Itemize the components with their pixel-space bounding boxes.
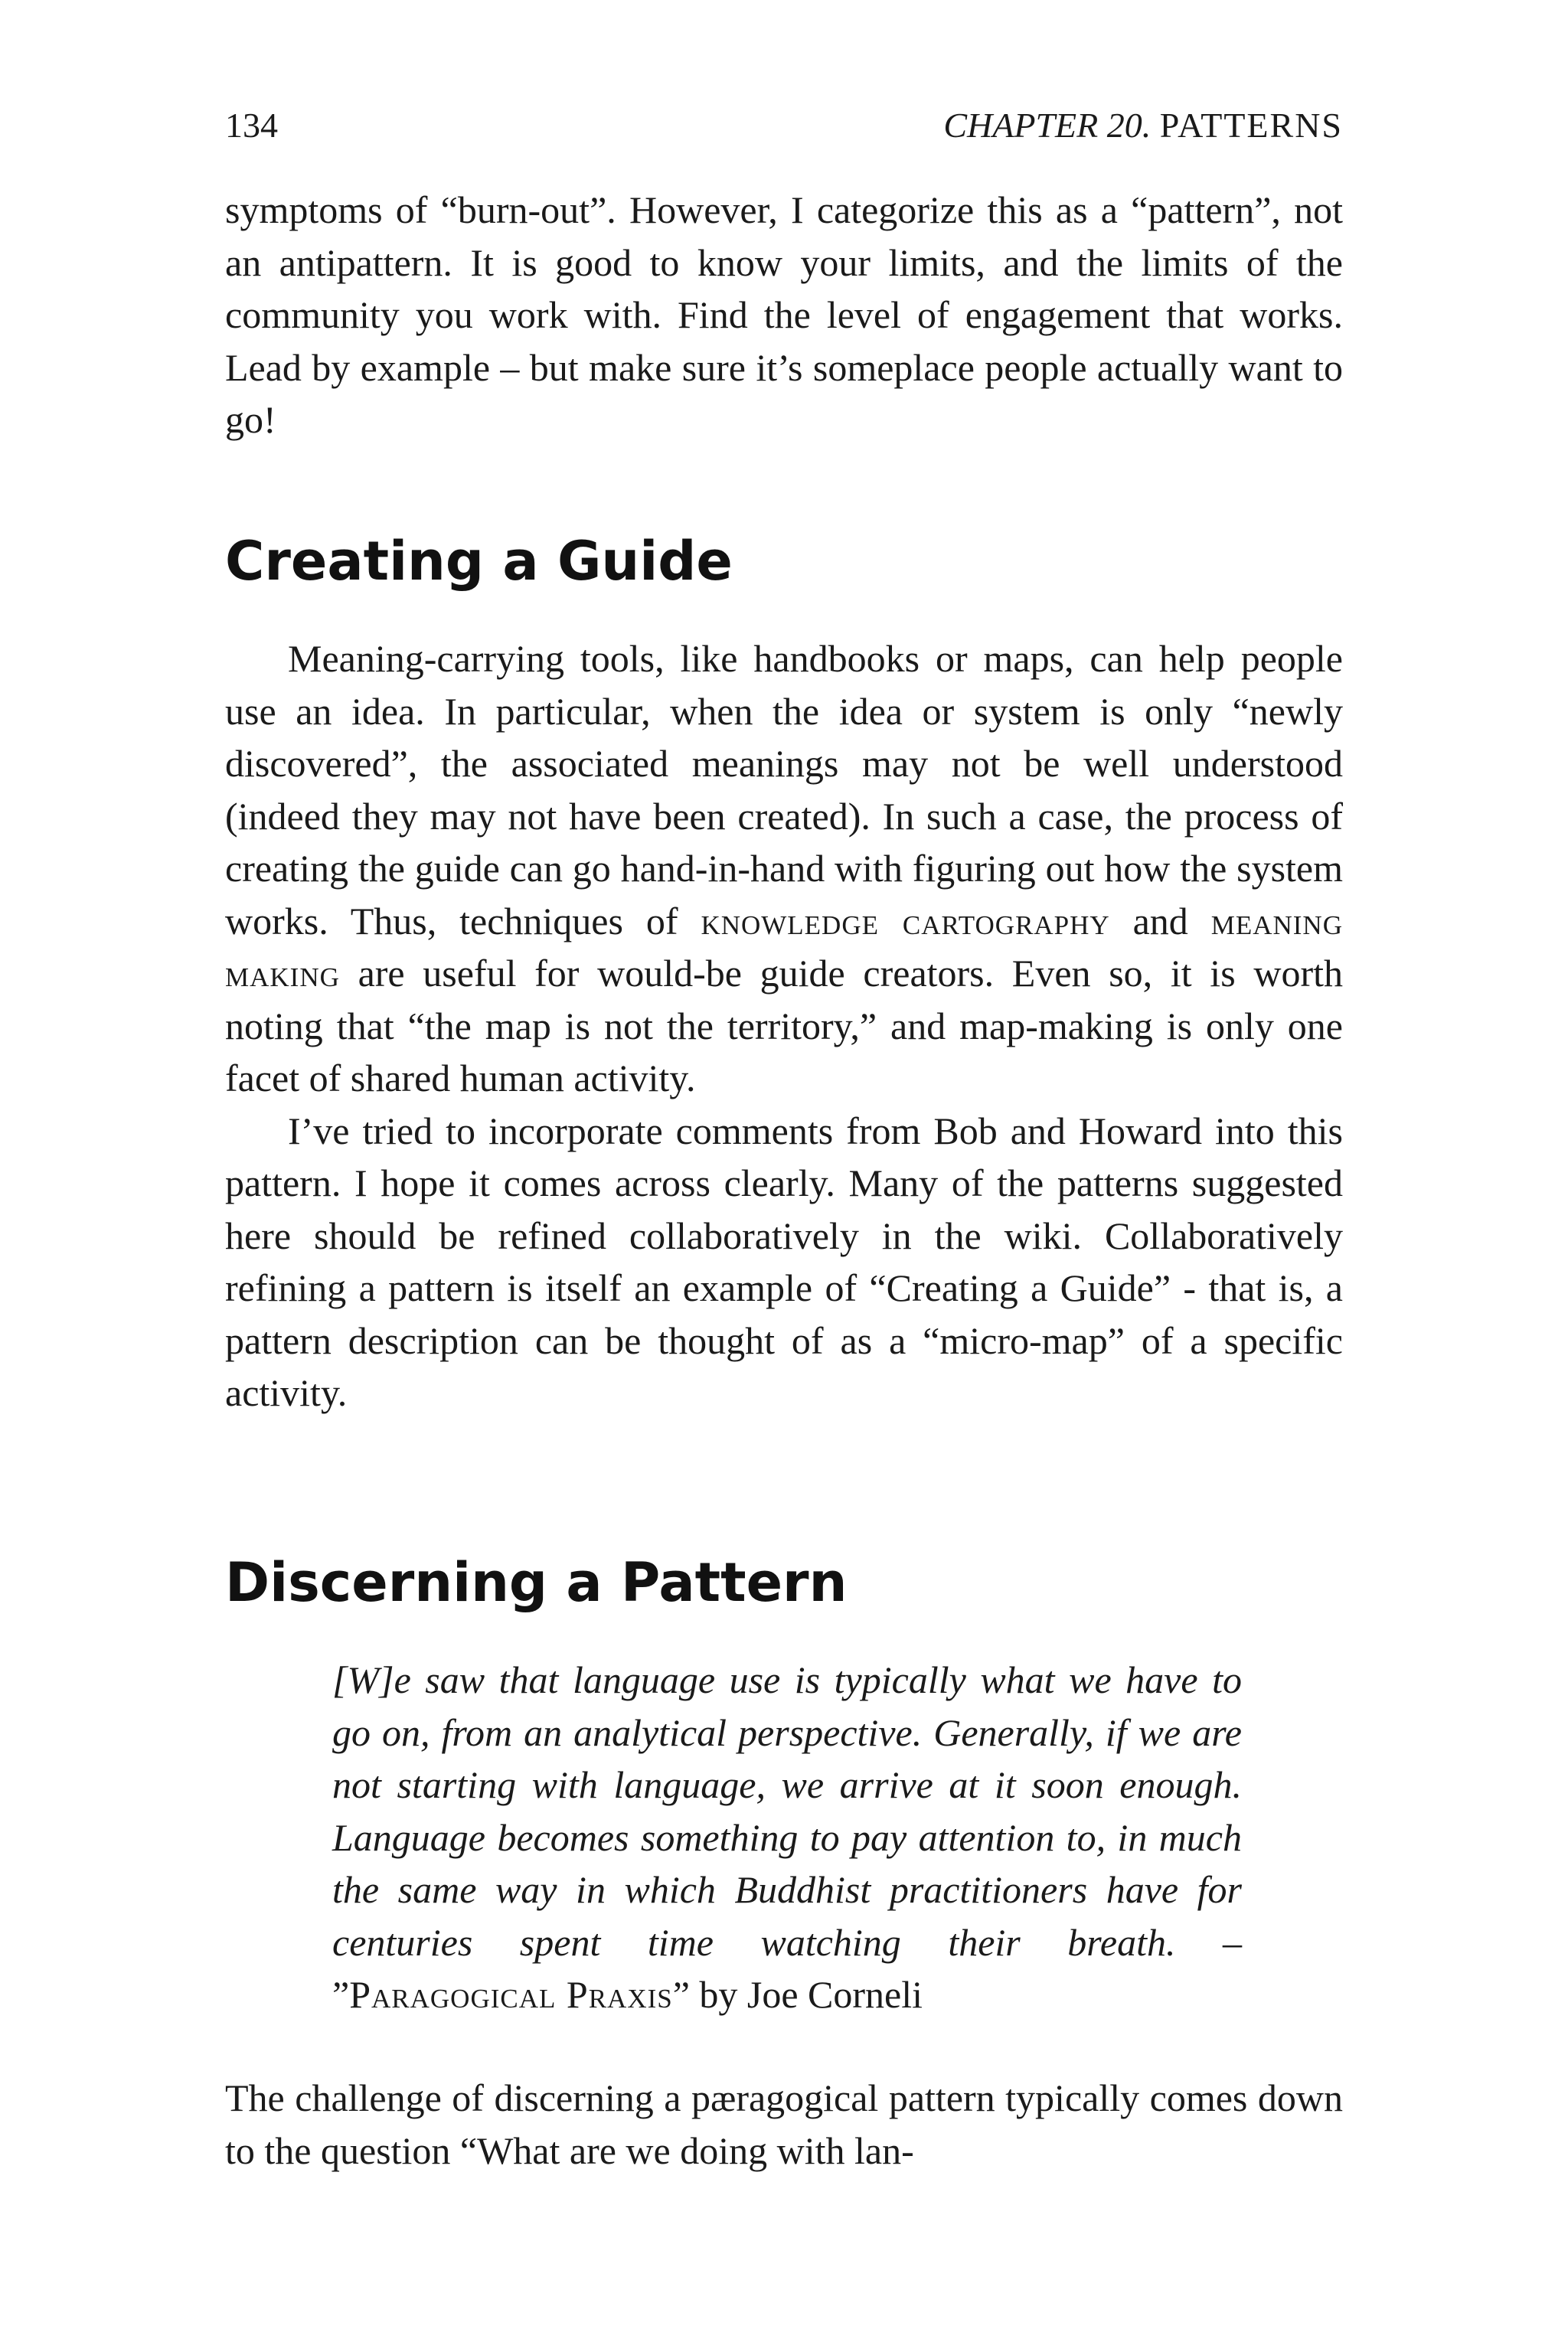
term-meaning-making: meaning making [225,899,1343,995]
section-heading-discerning-a-pattern: Discerning a Pattern [225,1551,848,1614]
intro-paragraph: symptoms of “burn-out”. However, I categorize this as a “pattern”, not an antipattern. It is good to know your limits, and the limits of the community you work with. Find the level of engagement that works. Lead by example – but make sure it’s someplace people actually want to go! [225,188,1343,441]
quote-source-title: Paragogical Praxis [349,1973,673,2016]
chapter-label: CHAPTER 20. [943,106,1152,145]
quote-dash: – [1175,1920,1242,1964]
paragraph-text: and [1109,899,1211,942]
creating-guide-paragraph-1 [225,632,1343,1105]
quote-open-mark: ” [332,1973,350,2016]
chapter-heading [943,103,1343,149]
creating-guide-body [225,632,1343,1419]
quote-author: ” by Joe Corneli [672,1973,923,2016]
chapter-title: PATTERNS [1159,106,1343,145]
creating-guide-paragraph-2: I’ve tried to incorporate comments from Bob and Howard into this pattern. I hope it comes across clearly. Many of the patterns suggested here should be refined collaboratively in the wiki. Collaboratively refining a pattern is itself an example of “Creating a Guide” - that is, a pattern description can be thought of as a “micro-map” of a specific activity. [225,1109,1343,1414]
page-number: 134 [225,106,278,145]
epigraph-quote [332,1654,1242,2021]
section-heading-creating-a-guide: Creating a Guide [225,530,733,593]
term-knowledge-cartography: knowledge cartography [701,899,1110,942]
discerning-pattern-body [225,2072,1343,2177]
discerning-pattern-paragraph-1: The challenge of discerning a pæragogical pattern typically comes down to the question “What are we doing with lan- [225,2076,1343,2172]
quote-text: [W]e saw that language use is typically what we have to go on, from an analytical perspective. Generally, if we are not starting with language, we arrive at it soon enough. Language becomes something to pay attention to, in much the same way in which Buddhist practitioners have for centuries spent time watching their breath. [332,1658,1242,1964]
running-head [225,103,1343,149]
paragraph-text: are useful for would-be guide creators. Even so, it is worth noting that “the map is not the territory,” and map-making is only one facet of shared human activity. [225,952,1343,1099]
intro-block [225,184,1343,446]
document-page [225,0,1343,2352]
paragraph-text: Meaning-carrying tools, like handbooks or maps, can help people use an idea. In particular, when the idea or system is only “newly discovered”, the associated meanings may not be well understood (indeed they may not have been created). In such a case, the process of creating the guide can go hand-in-hand with figuring out how the system works. Thus, techniques of [225,637,1343,942]
